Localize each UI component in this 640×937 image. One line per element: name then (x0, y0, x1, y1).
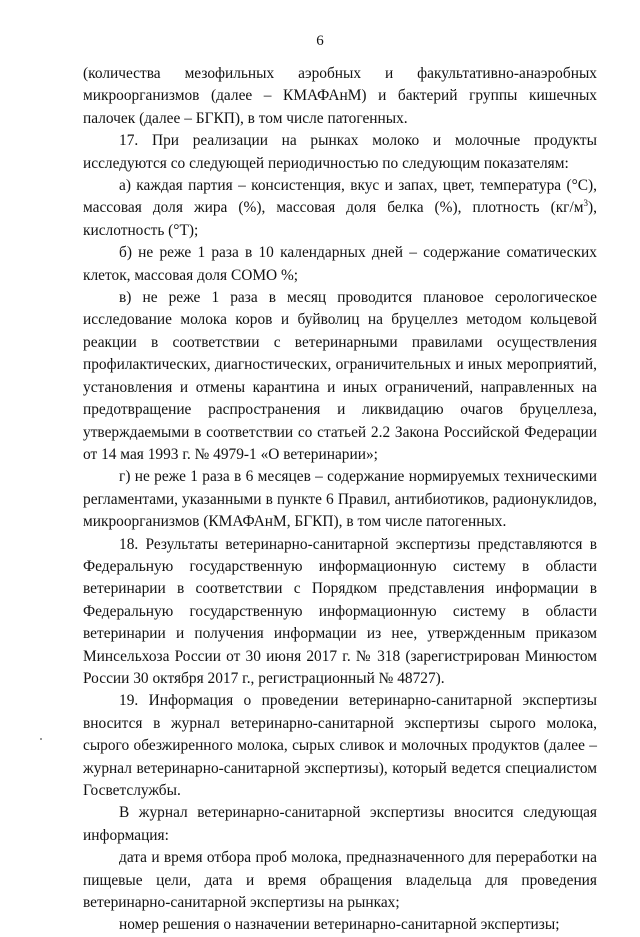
paragraph-17b: б) не реже 1 раза в 10 календарных дней – содержание соматических клеток, массовая доля СОМО %; (83, 244, 597, 284)
paragraph-17: 17. При реализации на рынках молоко и молочные продукты исследуются со следующей периодичностью по следующим показателям: (83, 132, 597, 172)
paragraph-17a (83, 175, 597, 242)
paragraph-17a-text-end: ), кислотность (°Т); (83, 199, 597, 239)
paragraph-19-journal-intro: В журнал ветеринарно-санитарной экспертизы вносится следующая информация: (83, 804, 597, 844)
paragraph-19-item-date-time: дата и время отбора проб молока, предназначенного для переработки на пищевые цели, дата и время обращения владельца для проведения ветеринарно-санитарной экспертизы на рынках; (83, 849, 597, 912)
paragraph-continuation: (количества мезофильных аэробных и факультативно-анаэробных микроорганизмов (далее – КМАФАнМ) и бактерий группы кишечных палочек (далее – БГКП), в том числе патогенных. (83, 65, 597, 127)
document-body (83, 63, 597, 937)
paragraph-19: 19. Информация о проведении ветеринарно-санитарной экспертизы вносится в журнал ветеринарно-санитарной экспертизы сырого молока, сырого обезжиренного молока, сырых сливок и молочных продуктов (далее – журнал ветеринарно-санитарной экспертизы), который ведется специалистом Госветслужбы. (83, 692, 597, 799)
paragraph-17a-text-start: а) каждая партия – консистенция, вкус и запах, цвет, температура (°С), массовая доля жира (%), массовая доля белка (%), плотность (кг/м (83, 177, 597, 217)
paragraph-17g: г) не реже 1 раза в 6 месяцев – содержание нормируемых техническими регламентами, указанными в пункте 6 Правил, антибиотиков, радионуклидов, микроорганизмов (КМАФАнМ, БГКП), в том числе патогенных. (83, 468, 597, 531)
page-number: 6 (316, 33, 324, 49)
paragraph-18: 18. Результаты ветеринарно-санитарной экспертизы представляются в Федеральную государственную информационную систему в области ветеринарии в соответствии с Порядком представления информации в Федеральную государственную информационную систему в области ветеринарии и получения информации из нее, утвержденным приказом Минсельхоза России от 30 июня 2017 г. № 318 (зарегистрирован Минюстом России 30 октября 2017 г., регистрационный № 48727). (83, 535, 597, 687)
paragraph-19-item-decision-number: номер решения о назначении ветеринарно-санитарной экспертизы; (119, 916, 560, 934)
margin-mark (40, 738, 42, 740)
superscript-cubed: 3 (583, 198, 589, 209)
paragraph-17v: в) не реже 1 раза в месяц проводится плановое серологическое исследование молока коров и буйволиц на бруцеллез методом кольцевой реакции в соответствии с ветеринарными правилами осуществления профилактических, диагностических, ограничительных и иных мероприятий, установления и отмены карантина и иных ограничений, направленных на предотвращение распространения и ликвидацию очагов бруцеллеза, утверждаемыми в соответствии со статьей 2.2 Закона Российской Федерации от 14 мая 1993 г. № 4979-1 «О ветеринарии»; (83, 289, 597, 463)
